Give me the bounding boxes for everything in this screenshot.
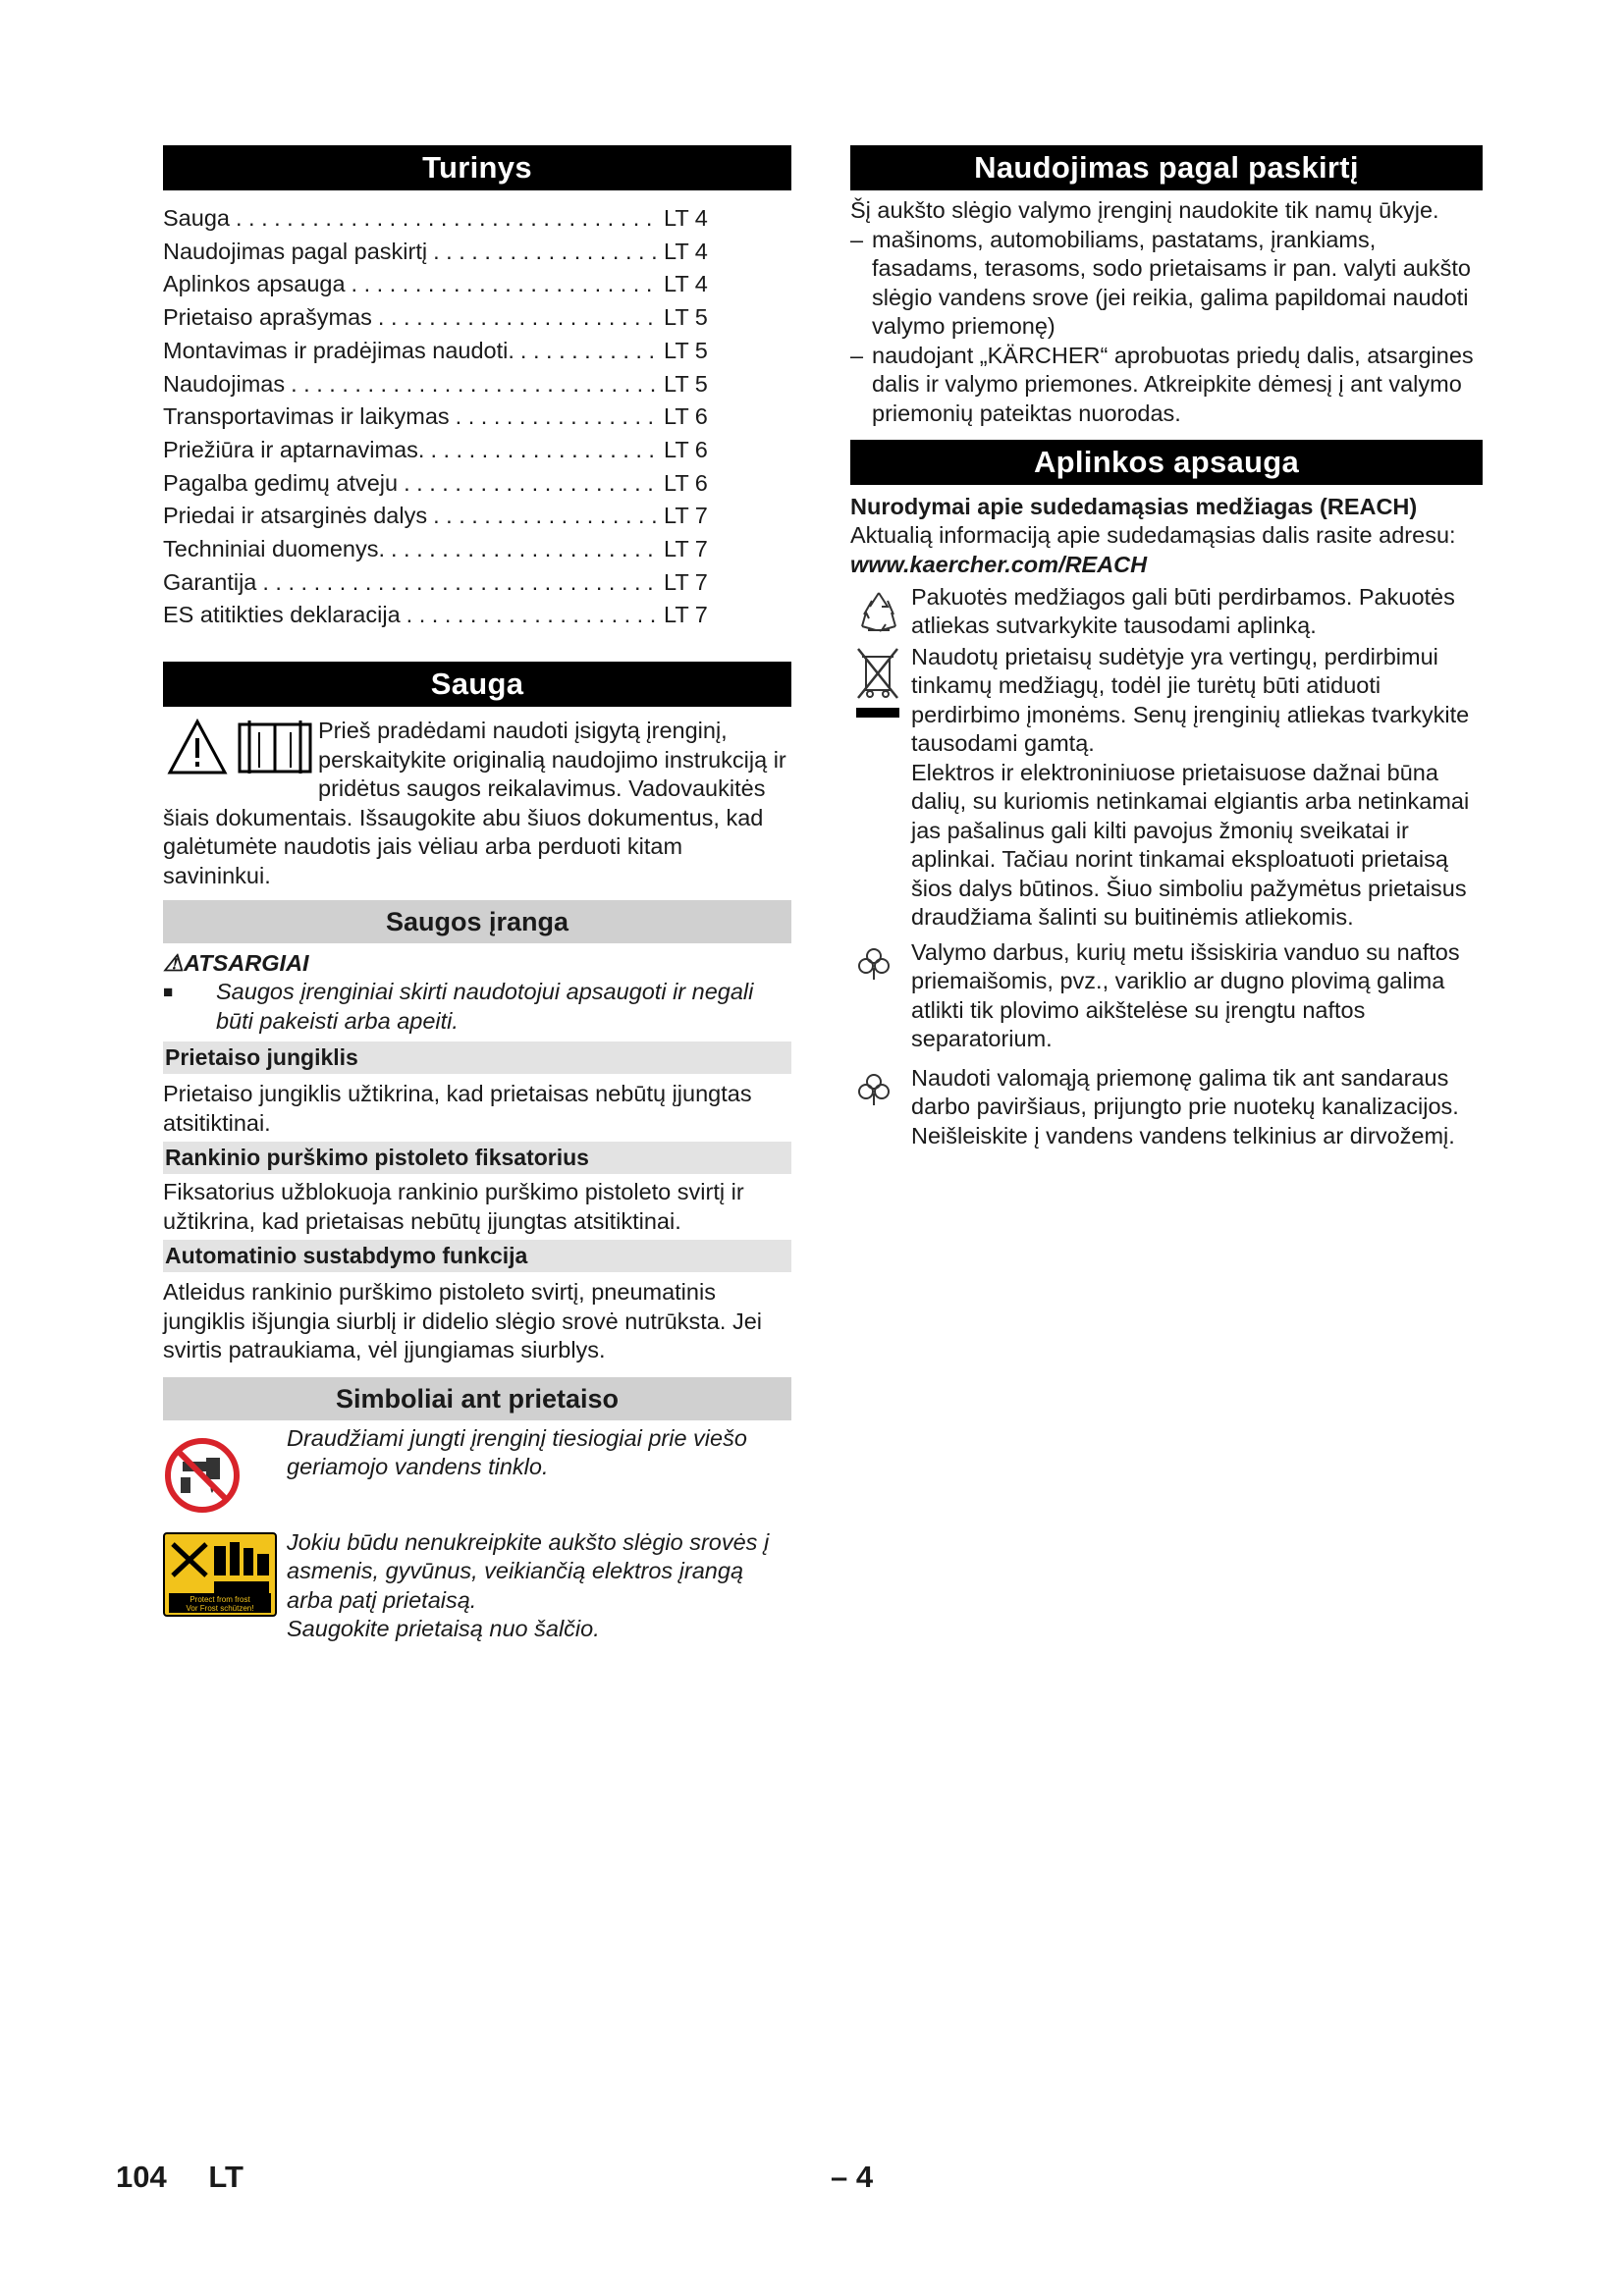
toc-leader-dots <box>236 202 658 236</box>
toc-leader-dots <box>433 236 658 269</box>
toc-entry-page: LT 6 <box>664 469 708 496</box>
toc-entry-label: Sauga <box>163 205 230 231</box>
toc-entry-page: LT 6 <box>664 403 708 430</box>
env3-text: Valymo darbus, kurių metu išsiskiria vanduo su naftos priemaišomis, pvz., variklio ar dugno plovimą galima atlikti tik plovimo aikštelėse su įrengtu naftos separatorium. <box>911 938 1460 1051</box>
toc-entry-label: Naudojimas <box>163 370 286 397</box>
toc-leader-dots <box>291 368 658 401</box>
toc-leader-dots <box>520 335 658 368</box>
toc-entry-page: LT 7 <box>664 602 708 628</box>
toc-entry-label: Priedai ir atsarginės dalys <box>163 503 428 529</box>
env-row-oil-1 <box>850 938 1483 1054</box>
paskirtis-list <box>850 226 1483 429</box>
env4-text: Naudoti valomąją priemonę galima tik ant sandaraus darbo paviršiaus, prijungto prie nuotekų kanalizacijos. Neišleiskite į vandens vandens telkinius ar dirvožemį. <box>911 1064 1459 1148</box>
toc-leader-dots <box>391 533 658 566</box>
toc-leader-dots <box>430 434 658 467</box>
toc-entry-label: Transportavimas ir laikymas <box>163 403 450 430</box>
square-bullet-icon: ■ <box>163 983 174 1002</box>
toc-leader-dots <box>406 599 658 632</box>
caution-item <box>163 978 791 1036</box>
toc-entry[interactable] <box>163 434 725 467</box>
toc-leader-dots <box>378 301 658 335</box>
reach-url[interactable]: www.kaercher.com/REACH <box>850 551 1148 577</box>
page-footer-center: – 4 <box>831 2160 874 2194</box>
toc-entry[interactable] <box>163 467 725 501</box>
env1-text: Pakuotės medžiagos gali būti perdirbamos. Pakuotės atliekas sutvarkykite tausodami aplinką. <box>911 583 1455 638</box>
page-footer-left <box>116 2160 244 2195</box>
toc-entry[interactable] <box>163 236 725 269</box>
toc-entry[interactable] <box>163 500 725 533</box>
toc-entry-page: LT 7 <box>664 536 708 562</box>
toc-entry-label: Naudojimas pagal paskirtį <box>163 238 428 264</box>
toc-entry-page: LT 4 <box>664 238 708 264</box>
jungiklis-text: Prietaiso jungiklis užtikrina, kad prietaisas nebūtų įjungtas atsitiktinai. <box>163 1081 752 1136</box>
crossed-out-bin-icon <box>850 643 911 933</box>
no-spray-at-people-icon <box>163 1528 287 1617</box>
toc-entry-label: Pagalba gedimų atveju <box>163 469 399 496</box>
toc-entry[interactable] <box>163 533 725 566</box>
toc-entry-page: LT 4 <box>664 205 708 231</box>
simboliai-heading: Simboliai ant prietaiso <box>163 1377 791 1420</box>
fiksatorius-text: Fiksatorius užblokuoja rankinio purškimo pistoleto svirtį ir užtikrina, kad prietaisas nebūtų įjungtas atsitiktinai. <box>163 1179 744 1234</box>
aplinkos-heading: Aplinkos apsauga <box>850 440 1483 485</box>
list-item-text: naudojant „KÄRCHER“ aprobuotas priedų dalis, atsargines dalis ir valymo priemones. Atkreipkite dėmesį į ant valymo priemonių pateiktas nuorodas. <box>872 342 1474 426</box>
frost-label: Protect from frost Vor Frost schützen! <box>186 1594 254 1613</box>
paskirtis-heading: Naudojimas pagal paskirtį <box>850 145 1483 190</box>
symbol-row-1 <box>163 1424 791 1519</box>
symbol1-text: Draudžiami jungti įrenginį tiesiogiai prie viešo geriamojo vandens tinklo. <box>287 1424 747 1480</box>
toc-entry-page: LT 5 <box>664 337 708 363</box>
warning-triangle-icon <box>167 719 228 775</box>
caution-triangle-icon: ⚠ <box>163 950 185 977</box>
toc-entry-page: LT 7 <box>664 568 708 595</box>
oil-environment-icon <box>850 1064 911 1151</box>
toc-leader-dots <box>404 467 658 501</box>
jungiklis-heading: Prietaiso jungiklis <box>163 1041 791 1074</box>
toc-entry-page: LT 4 <box>664 271 708 297</box>
dash-bullet: – <box>850 226 864 252</box>
toc-entry[interactable] <box>163 301 725 335</box>
caution-text: Saugos įrenginiai skirti naudotojui apsaugoti ir negali būti pakeisti arba apeiti. <box>216 979 754 1034</box>
manual-book-icon <box>236 719 314 775</box>
env-row-weee <box>850 643 1483 933</box>
automatinio-text: Atleidus rankinio purškimo pistoleto svirtį, pneumatinis jungiklis išjungia siurblį ir didelio slėgio srovė nutrūksta. Jei svirtis patraukiama, vėl įjungiamas siurblys. <box>163 1279 762 1363</box>
env-row-oil-2 <box>850 1064 1483 1151</box>
paskirtis-intro: Šį aukšto slėgio valymo įrenginį naudokite tik namų ūkyje. <box>850 197 1439 223</box>
toc-entry-label: ES atitikties deklaracija <box>163 602 401 628</box>
list-item <box>850 226 1483 342</box>
toc-entry-label: Garantija <box>163 568 257 595</box>
automatinio-heading: Automatinio sustabdymo funkcija <box>163 1240 791 1272</box>
toc-entry-label: Priežiūra ir aptarnavimas. <box>163 436 425 462</box>
env2-text: Naudotų prietaisų sudėtyje yra vertingų, perdirbimui tinkamų medžiagų, todėl jie turėtų būti atiduoti perdirbimo įmonėms. Senų įrenginių atliekas tvarkykite tausodami gamtą. Elektros ir elektroniniuose prietaisuose dažnai būna dalių, su kuriomis netinkamai elgiantis arba netinkamai jas pašalinus gali kilti pavojus žmonių sveikatai ir aplinkai. Tačiau norint tinkamai eksploatuoti prietaisą šios dalys būtinos. Šiuo simboliu pažymėtus prietaisus draudžiama šalinti su buitinėmis atliekomis. <box>911 643 1470 930</box>
right-column <box>850 145 1483 1150</box>
toc-entry[interactable] <box>163 566 725 600</box>
fiksatorius-heading: Rankinio purškimo pistoleto fiksatorius <box>163 1142 791 1174</box>
toc-leader-dots <box>352 268 658 301</box>
toc-entry-page: LT 7 <box>664 503 708 529</box>
oil-environment-icon <box>850 938 911 1054</box>
recycle-icon <box>850 583 911 641</box>
toc-entry-label: Techniniai duomenys. <box>163 536 385 562</box>
saugos-iranga-heading: Saugos įranga <box>163 900 791 943</box>
toc-entry[interactable] <box>163 599 725 632</box>
toc-entry-page: LT 5 <box>664 370 708 397</box>
left-column <box>163 145 791 1644</box>
env-row-recycle <box>850 583 1483 641</box>
toc-entry[interactable] <box>163 202 725 236</box>
toc-entry-page: LT 6 <box>664 436 708 462</box>
toc-entry[interactable] <box>163 335 725 368</box>
list-item-text: mašinoms, automobiliams, pastatams, įrankiams, fasadams, terasoms, sodo prietaisams ir pan. valyti aukšto slėgio vandens srove (jei reikia, galima papildomai naudoti valymo priemonę) <box>872 226 1471 339</box>
toc-entry-label: Prietaiso aprašymas <box>163 304 372 331</box>
sauga-heading: Sauga <box>163 662 791 707</box>
page-number: 104 <box>116 2160 167 2194</box>
toc-leader-dots <box>433 500 658 533</box>
toc-entry[interactable] <box>163 368 725 401</box>
toc-entry[interactable] <box>163 268 725 301</box>
toc-leader-dots <box>456 400 658 434</box>
sauga-text: Prieš pradėdami naudoti įsigytą įrenginį, perskaitykite originalią naudojimo instrukciją ir pridėtus saugos reikalavimus. Vadovaukitės šiais dokumentais. Išsaugokite abu šiuos dokumentus, kad galėtumėte naudotis jais vėliau arba perduoti kitam savininkui. <box>163 718 786 888</box>
sauga-block <box>163 717 791 890</box>
table-of-contents <box>163 202 725 632</box>
dash-bullet: – <box>850 342 864 368</box>
language-code: LT <box>208 2160 244 2194</box>
toc-entry-label: Aplinkos apsauga <box>163 271 346 297</box>
reach-heading: Nurodymai apie sudedamąsias medžiagas (REACH) <box>850 494 1418 519</box>
toc-leader-dots <box>262 566 658 600</box>
toc-heading: Turinys <box>163 145 791 190</box>
caution-label: ⚠ATSARGIAI <box>163 950 309 977</box>
list-item <box>850 342 1483 429</box>
toc-entry-label: Montavimas ir pradėjimas naudoti. <box>163 337 514 363</box>
symbol2-text: Jokiu būdu nenukreipkite aukšto slėgio srovės į asmenis, gyvūnus, veikiančią elektros įrangą arba patį prietaisą. Saugokite prietaisą nuo šalčio. <box>287 1528 770 1642</box>
no-drinking-water-connection-icon <box>163 1424 287 1519</box>
symbol-row-2 <box>163 1528 791 1644</box>
toc-entry[interactable] <box>163 400 725 434</box>
sauga-icons <box>163 717 318 777</box>
toc-entry-page: LT 5 <box>664 304 708 331</box>
reach-text: Aktualią informaciją apie sudedamąsias dalis rasite adresu: <box>850 522 1456 548</box>
